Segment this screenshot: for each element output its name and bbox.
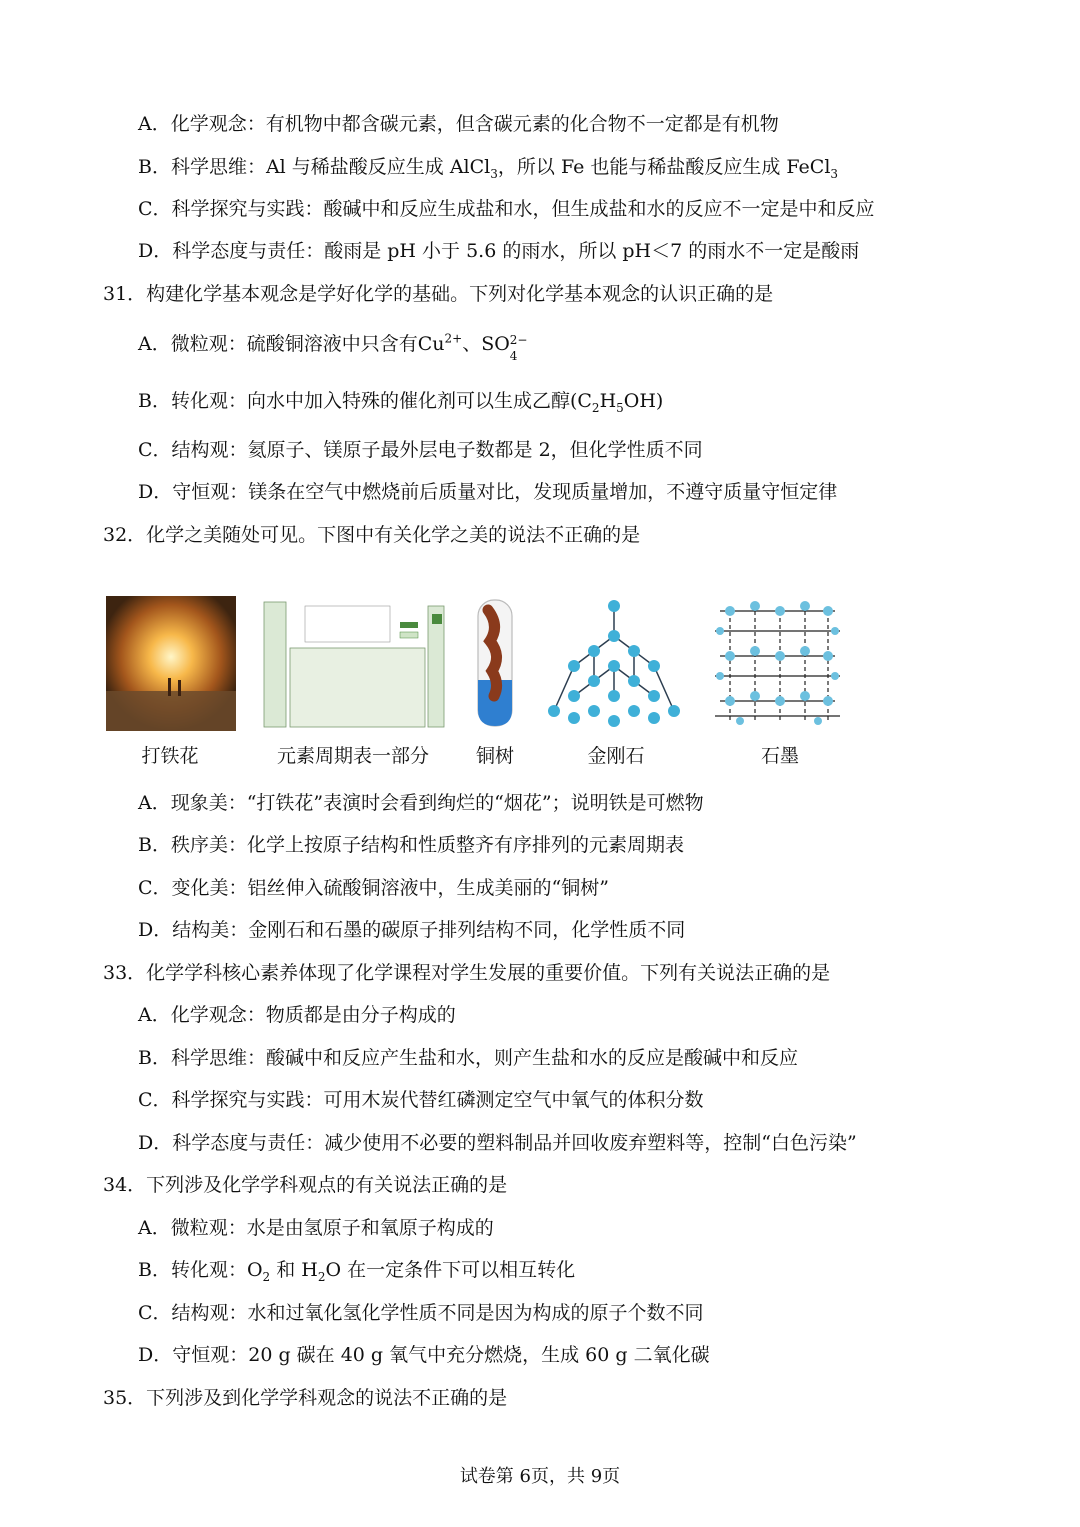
q32-option-d: D．结构美：金刚石和石墨的碳原子排列结构不同，化学性质不同 (138, 919, 686, 941)
q34-option-a: A．微粒观：水是由氢原子和氧原子构成的 (138, 1217, 494, 1239)
q34-option-d: D．守恒观：20 g 碳在 40 g 氧气中充分燃烧，生成 60 g 二氧化碳 (138, 1344, 710, 1366)
q32-option-c: C．变化美：铝丝伸入硫酸铜溶液中，生成美丽的“铜树” (138, 877, 609, 899)
q34-option-b: B．转化观：$O_2$ 和 $H_2O$ 在一定条件下可以相互转化 (138, 1259, 576, 1284)
caption-iron-flower: 打铁花 (141, 745, 199, 767)
page-footer: 试卷第 6页，共 9页 (459, 1466, 621, 1487)
q31-option-b: B．转化观：向水中加入特殊的催化剂可以生成乙醇$(C_2H_5OH)$ (138, 390, 664, 415)
q33-option-d: D．科学态度与责任：减少使用不必要的塑料制品并回收废弃塑料等，控制“白色污染” (138, 1132, 857, 1154)
q30-option-b: B．科学思维：Al 与稀盐酸反应生成 AlCl$_3$，所以 Fe 也能与稀盐酸反应生成 FeCl$_3$ (138, 156, 839, 181)
q35-stem: 35．下列涉及到化学学科观念的说法不正确的是 (103, 1387, 508, 1409)
caption-copper-tree: 铜树 (475, 745, 514, 767)
q32-figure-row (100, 596, 970, 776)
q30-b-sub2: 3 (830, 166, 839, 181)
q30-option-a: A．化学观念：有机物中都含碳元素，但含碳元素的化合物不一定都是有机物 (138, 113, 779, 135)
q31-option-c: C．结构观：氦原子、镁原子最外层电子数都是 2，但化学性质不同 (138, 439, 703, 461)
q32-option-a: A．现象美：“打铁花”表演时会看到绚烂的“烟花”；说明铁是可燃物 (138, 792, 704, 814)
periodic-table-image (260, 596, 446, 731)
caption-periodic-table: 元素周期表一部分 (276, 745, 429, 767)
q32-stem: 32．化学之美随处可见。下图中有关化学之美的说法不正确的是 (103, 524, 641, 546)
q34-stem: 34．下列涉及化学学科观点的有关说法正确的是 (103, 1174, 508, 1196)
q34-option-c: C．结构观：水和过氧化氢化学性质不同是因为构成的原子个数不同 (138, 1302, 704, 1324)
caption-graphite: 石墨 (760, 745, 799, 767)
q31-option-d: D．守恒观：镁条在空气中燃烧前后质量对比，发现质量增加，不遵守质量守恒定律 (138, 481, 838, 503)
q32-option-b: B．秩序美：化学上按原子结构和性质整齐有序排列的元素周期表 (138, 834, 684, 856)
q33-option-a: A．化学观念：物质都是由分子构成的 (138, 1004, 456, 1026)
q33-option-b: B．科学思维：酸碱中和反应产生盐和水，则产生盐和水的反应是酸碱中和反应 (138, 1047, 798, 1069)
q30-option-d: D．科学态度与责任：酸雨是 pH 小于 5.6 的雨水，所以 pH＜7 的雨水不一定是酸雨 (138, 240, 860, 262)
graphite-structure-image (710, 596, 845, 731)
iron-flower-image (106, 596, 236, 731)
q31-stem: 31．构建化学基本观念是学好化学的基础。下列对化学基本观念的认识正确的是 (103, 283, 774, 305)
q33-stem: 33．化学学科核心素养体现了化学课程对学生发展的重要价值。下列有关说法正确的是 (103, 962, 831, 984)
copper-tree-image (470, 596, 520, 731)
q30-option-c: C．科学探究与实践：酸碱中和反应生成盐和水，但生成盐和水的反应不一定是中和反应 (138, 198, 875, 220)
diamond-structure-image (546, 596, 686, 731)
caption-diamond: 金刚石 (587, 745, 645, 767)
q31-option-a: A．微粒观：硫酸铜溶液中只含有$Cu^{2+}$、SO 2− 4 (138, 331, 528, 363)
q33-option-c: C．科学探究与实践：可用木炭代替红磷测定空气中氧气的体积分数 (138, 1089, 704, 1111)
